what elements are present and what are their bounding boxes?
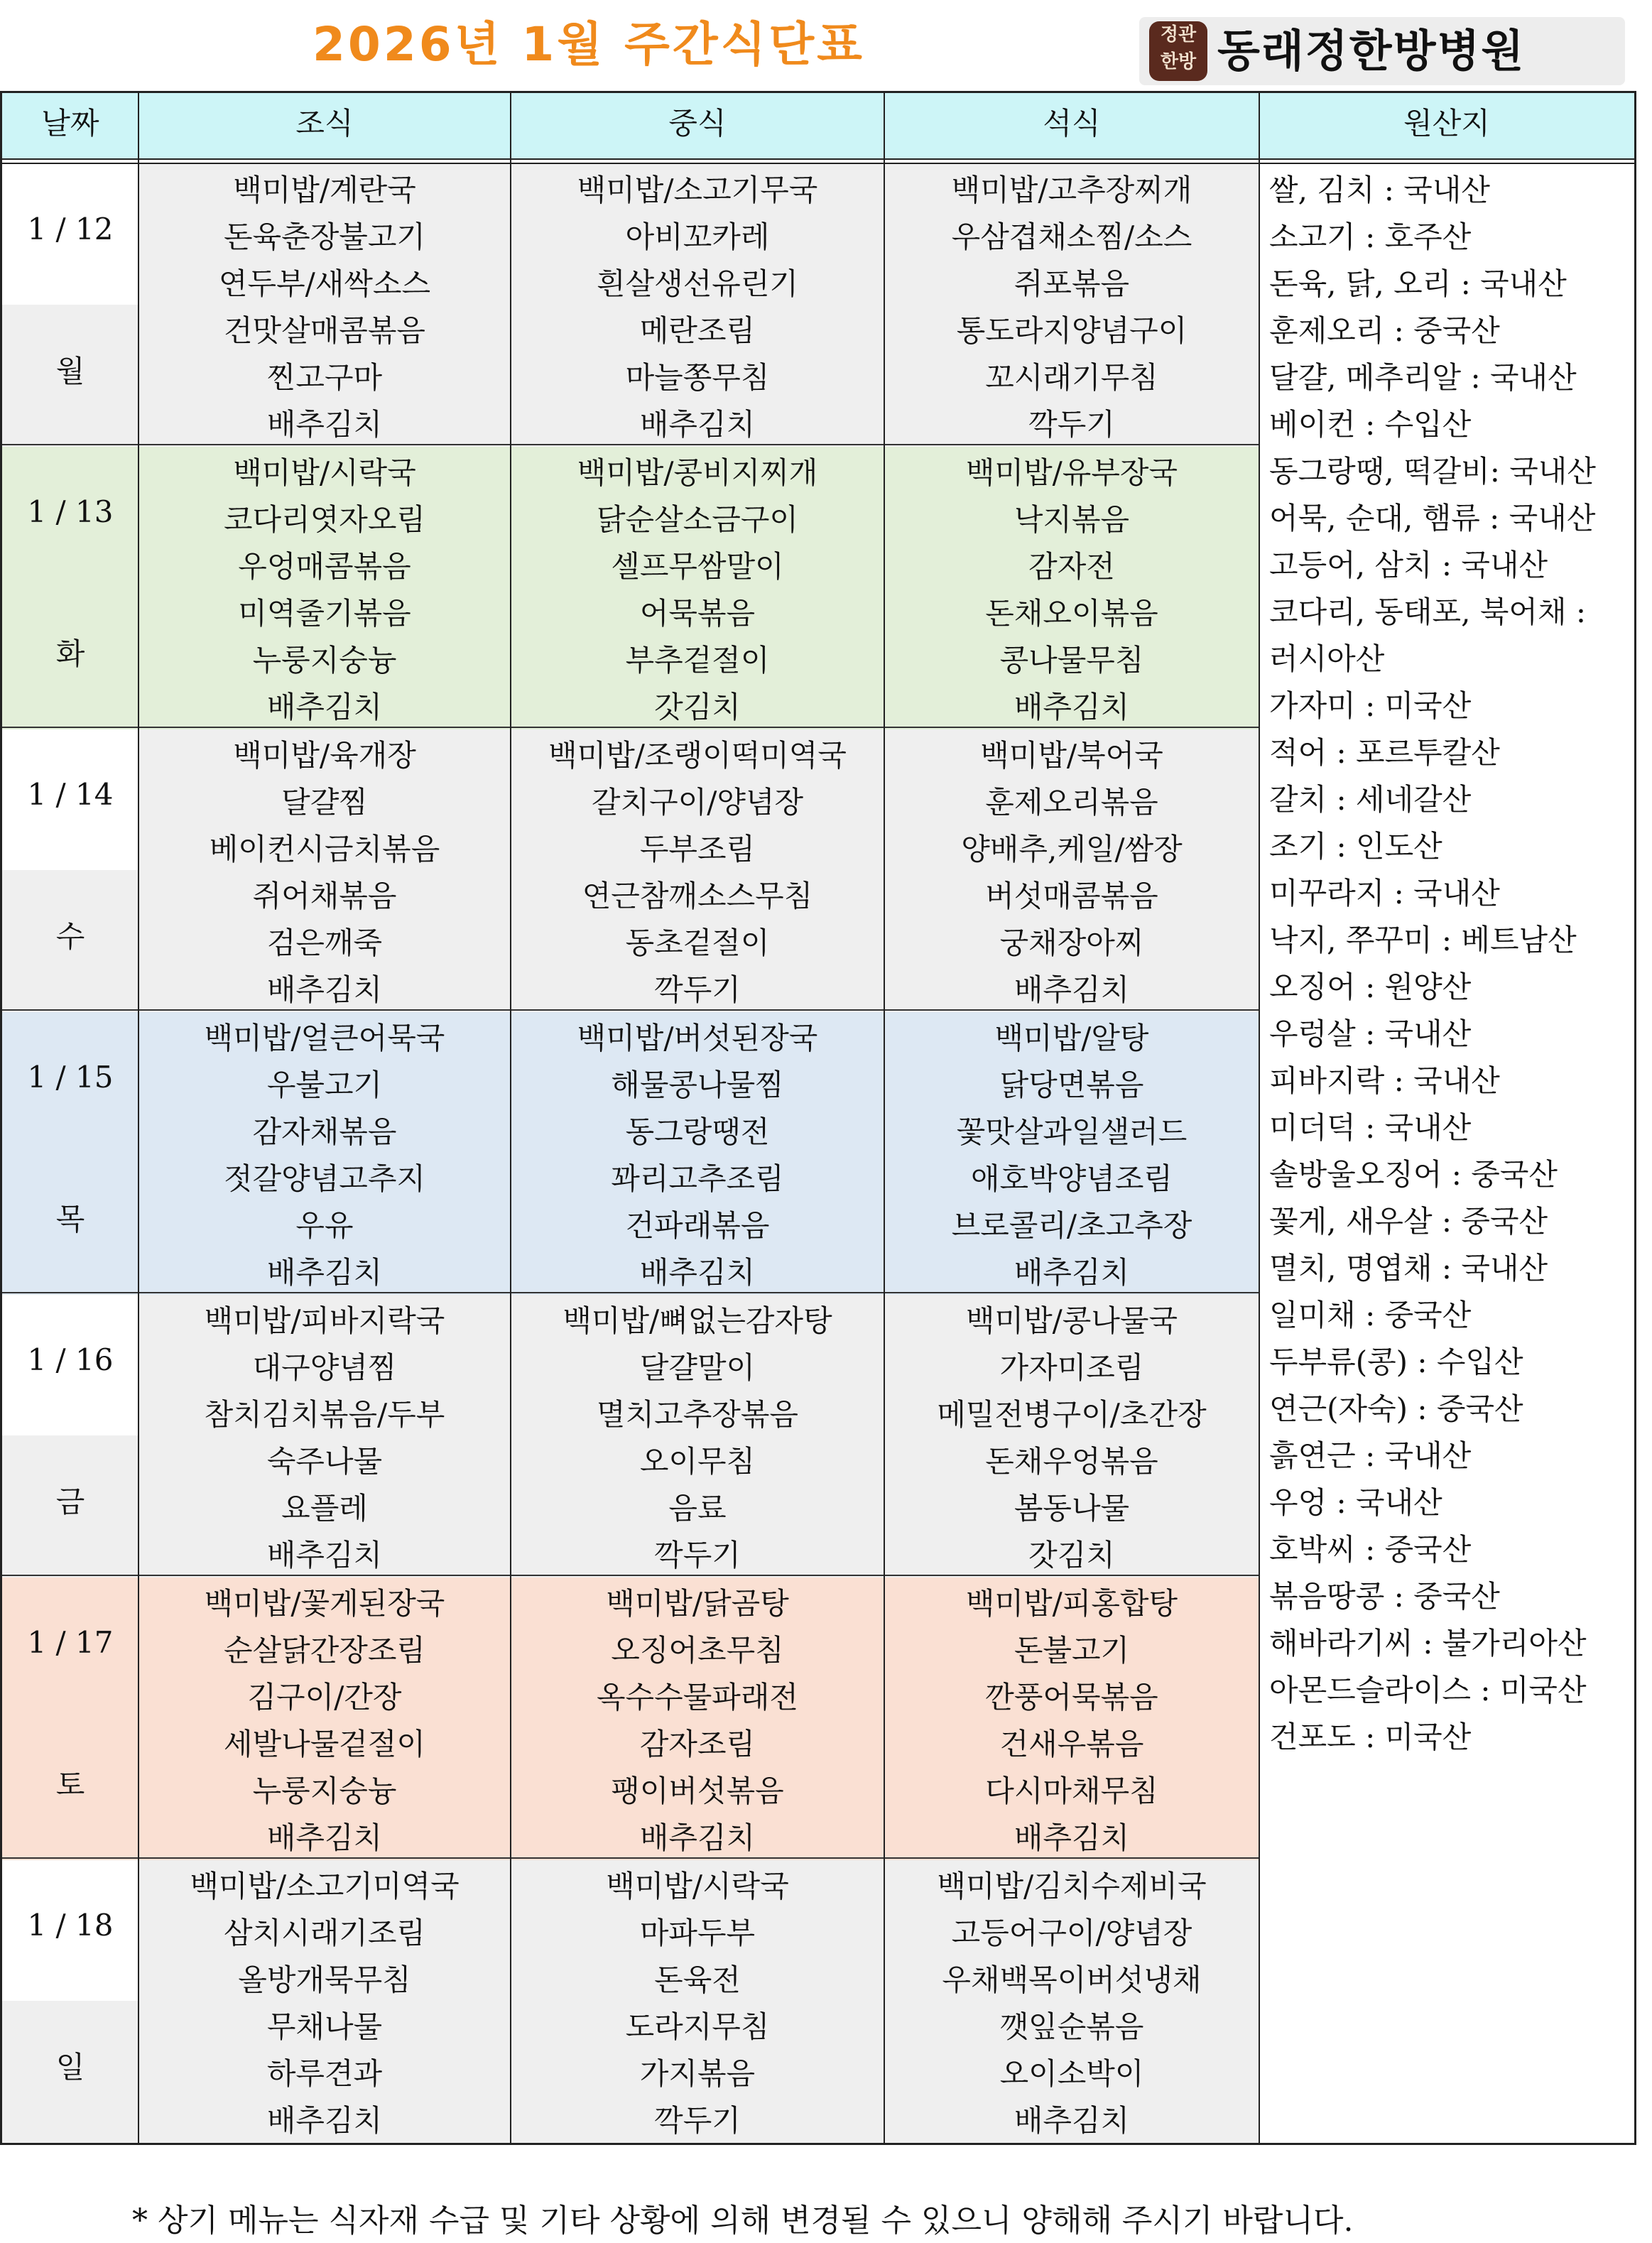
footer-note: * 상기 메뉴는 식자재 수급 및 기타 상황에 의해 변경될 수 있으니 양해해 주시기 바랍니다.: [132, 2203, 1354, 2239]
menu-item: 백미밥/콩나물국: [965, 1303, 1178, 1338]
menu-item: 깍두기: [654, 2103, 741, 2138]
menu-item: 고등어구이/양념장: [951, 1916, 1192, 1950]
menu-item: 백미밥/조랭이떡미역국: [548, 738, 847, 773]
menu-item: 마파두부: [639, 1916, 756, 1950]
menu-item: 꽈리고추조림: [611, 1161, 784, 1196]
origin-item: 호박씨 : 중국산: [1269, 1532, 1472, 1567]
date-cell-bg: [2, 1012, 138, 1295]
menu-item: 젓갈양념고추지: [223, 1161, 425, 1196]
menu-item: 감자채볶음: [252, 1114, 397, 1149]
menu-item: 돈육전: [654, 1962, 741, 1997]
menu-item: 백미밥/소고기미역국: [190, 1869, 460, 1903]
weekly-menu-table: [0, 91, 1636, 2145]
menu-item: 깍두기: [1028, 407, 1115, 442]
menu-item: 음료: [668, 1491, 727, 1526]
menu-item: 해물콩나물찜: [611, 1068, 784, 1102]
menu-item: 멸치고추장볶음: [596, 1397, 798, 1432]
menu-item: 백미밥/유부장국: [965, 455, 1178, 490]
menu-item: 찐고구마: [266, 360, 383, 395]
menu-item: 백미밥/북어국: [980, 738, 1163, 773]
menu-item: 동그랑땡전: [625, 1114, 770, 1149]
origin-item: 달걀, 메추리알 : 국내산: [1269, 360, 1577, 395]
origin-item: 두부류(콩) : 수입산: [1269, 1345, 1523, 1379]
origin-item: 훈제오리 : 중국산: [1269, 313, 1500, 348]
menu-item: 돈채우엉볶음: [985, 1444, 1158, 1479]
menu-item: 통도라지양념구이: [956, 313, 1188, 348]
menu-item: 요플레: [281, 1491, 368, 1526]
menu-item: 백미밥/꽃게된장국: [204, 1586, 445, 1621]
menu-item: 백미밥/피홍합탕: [965, 1586, 1178, 1621]
origin-item: 쌀, 김치 : 국내산: [1269, 173, 1490, 207]
menu-item: 갈치구이/양념장: [591, 785, 804, 820]
date-label: 1 / 13: [27, 494, 114, 529]
menu-item: 누룽지숭늉: [252, 1774, 397, 1808]
menu-item: 백미밥/알탕: [994, 1021, 1149, 1055]
menu-item: 배추김치: [1014, 972, 1130, 1007]
origin-item: 조기 : 인도산: [1269, 829, 1442, 864]
logo-seal-line-1: 정관: [1160, 24, 1197, 45]
origin-item: 솔방울오징어 : 중국산: [1269, 1157, 1558, 1192]
menu-item: 달걀말이: [639, 1350, 756, 1385]
menu-item: 갓김치: [654, 690, 741, 724]
menu-item: 무채나물: [266, 2009, 383, 2044]
date-label: 1 / 15: [27, 1060, 114, 1095]
menu-item: 배추김치: [1014, 2103, 1130, 2138]
menu-item: 배추김치: [639, 1820, 756, 1855]
menu-item: 부추겉절이: [625, 643, 770, 678]
origin-item: 동그랑땡, 떡갈비: 국내산: [1269, 454, 1596, 489]
menu-item: 흰살생선유린기: [596, 266, 798, 301]
menu-item: 양배추,케일/쌈장: [961, 832, 1183, 867]
date-label: 1 / 12: [27, 212, 114, 246]
menu-item: 백미밥/김치수제비국: [937, 1869, 1207, 1903]
menu-item: 오이소박이: [999, 2056, 1144, 2091]
menu-item: 두부조림: [639, 832, 756, 867]
menu-item: 깍두기: [654, 1538, 741, 1573]
menu-item: 우삼겹채소찜/소스: [951, 219, 1192, 254]
menu-item: 세발나물겉절이: [223, 1727, 425, 1761]
menu-item: 궁채장아찌: [999, 925, 1144, 960]
origin-item: 피바지락 : 국내산: [1269, 1063, 1500, 1098]
origin-item: 해바라기씨 : 불가리아산: [1269, 1626, 1587, 1661]
menu-item: 팽이버섯볶음: [611, 1774, 784, 1808]
menu-item: 올방개묵무침: [238, 1962, 411, 1997]
menu-item: 배추김치: [266, 690, 383, 724]
menu-item: 숙주나물: [266, 1444, 383, 1479]
weekday-label: 월: [55, 354, 85, 389]
menu-item: 배추김치: [266, 1255, 383, 1290]
menu-item: 메란조림: [639, 313, 756, 348]
menu-item: 백미밥/육개장: [233, 738, 416, 773]
menu-item: 백미밥/피바지락국: [204, 1303, 445, 1338]
menu-item: 코다리엿자오림: [223, 502, 425, 537]
column-header-1: 조식: [138, 93, 511, 158]
date-label: 1 / 17: [27, 1625, 114, 1660]
menu-item: 콩나물무침: [999, 643, 1144, 678]
weekday-label: 금: [55, 1484, 85, 1519]
hospital-logo: [1139, 17, 1625, 85]
menu-item: 건새우볶음: [999, 1727, 1144, 1761]
menu-item: 연두부/새싹소스: [218, 266, 431, 301]
menu-item: 백미밥/고추장찌개: [951, 173, 1192, 207]
date-label: 1 / 18: [27, 1908, 114, 1943]
menu-item: 닭당면볶음: [999, 1068, 1144, 1102]
menu-item: 셀프무쌈말이: [611, 549, 784, 584]
menu-item: 우불고기: [266, 1068, 383, 1102]
menu-item: 돈육춘장불고기: [223, 219, 425, 254]
origin-item: 연근(자숙) : 중국산: [1269, 1391, 1523, 1426]
origin-item: 건포도 : 미국산: [1269, 1720, 1472, 1754]
menu-item: 배추김치: [266, 972, 383, 1007]
menu-item: 백미밥/뼈없는감자탕: [563, 1303, 832, 1338]
menu-item: 감자전: [1028, 549, 1115, 584]
origin-item: 우렁살 : 국내산: [1269, 1016, 1472, 1051]
menu-item: 꼬시래기무침: [985, 360, 1158, 395]
menu-item: 백미밥/시락국: [606, 1869, 789, 1903]
column-separator: [138, 93, 139, 2143]
menu-item: 쥐어채볶음: [252, 879, 397, 913]
menu-item: 배추김치: [266, 2103, 383, 2138]
menu-item: 봄동나물: [1014, 1491, 1130, 1526]
menu-item: 배추김치: [639, 407, 756, 442]
menu-item: 배추김치: [639, 1255, 756, 1290]
origin-item: 어묵, 순대, 햄류 : 국내산: [1269, 501, 1596, 536]
menu-item: 다시마채무침: [985, 1774, 1158, 1808]
menu-item: 우채백목이버섯냉채: [942, 1962, 1202, 1997]
menu-item: 깍두기: [654, 972, 741, 1007]
menu-item: 메밀전병구이/초간장: [937, 1397, 1207, 1432]
menu-item: 배추김치: [266, 407, 383, 442]
origin-item: 일미채 : 중국산: [1269, 1298, 1472, 1332]
menu-item: 김구이/간장: [247, 1680, 402, 1715]
menu-item: 배추김치: [266, 1538, 383, 1573]
menu-item: 베이컨시금치볶음: [209, 832, 440, 867]
origin-item: 흙연근 : 국내산: [1269, 1438, 1472, 1473]
menu-item: 깐풍어묵볶음: [985, 1680, 1158, 1715]
menu-item: 깻잎순볶음: [999, 2009, 1144, 2044]
menu-item: 돈불고기: [1014, 1633, 1130, 1668]
hospital-name: 동래정한방병원: [1217, 25, 1526, 77]
column-header-3: 석식: [884, 93, 1259, 158]
column-header-4: 원산지: [1259, 93, 1634, 158]
origin-item: 낙지, 쭈꾸미 : 베트남산: [1269, 923, 1577, 957]
menu-item: 아비꼬카레: [625, 219, 770, 254]
column-header-0: 날짜: [2, 93, 138, 158]
menu-item: 배추김치: [1014, 690, 1130, 724]
day-separator: [2, 1857, 1259, 1859]
weekday-label: 일: [55, 2050, 85, 2085]
origin-item: 고등어, 삼치 : 국내산: [1269, 548, 1548, 582]
column-separator: [1259, 93, 1260, 2143]
menu-item: 연근참깨소스무침: [582, 879, 813, 913]
day-separator: [2, 1575, 1259, 1576]
origin-item: 가자미 : 미국산: [1269, 688, 1472, 723]
day-separator: [2, 444, 1259, 445]
menu-item: 버섯매콤볶음: [985, 879, 1158, 913]
menu-item: 애호박양념조림: [970, 1161, 1173, 1196]
date-cell-bg: [2, 447, 138, 729]
menu-item: 꽃맛살과일샐러드: [956, 1114, 1188, 1149]
day-separator: [2, 727, 1259, 728]
menu-item: 백미밥/계란국: [233, 173, 416, 207]
menu-item: 동초겉절이: [625, 925, 770, 960]
origin-item: 러시아산: [1269, 641, 1385, 676]
origin-item: 멸치, 명엽채 : 국내산: [1269, 1251, 1548, 1286]
menu-item: 백미밥/소고기무국: [577, 173, 818, 207]
menu-item: 가지볶음: [639, 2056, 756, 2091]
menu-item: 백미밥/버섯된장국: [577, 1021, 818, 1055]
menu-item: 삼치시래기조림: [223, 1916, 425, 1950]
weekday-label: 수: [55, 919, 85, 954]
menu-item: 어묵볶음: [639, 596, 756, 631]
header-separator: [2, 158, 1634, 160]
menu-item: 오이무침: [639, 1444, 756, 1479]
menu-item: 브로콜리/초고추장: [951, 1208, 1192, 1243]
menu-item: 우유: [295, 1208, 354, 1243]
menu-item: 쥐포볶음: [1014, 266, 1130, 301]
menu-item: 건맛살매콤볶음: [223, 313, 425, 348]
menu-item: 누룽지숭늉: [252, 643, 397, 678]
column-header-2: 중식: [511, 93, 884, 158]
menu-item: 백미밥/콩비지찌개: [577, 455, 818, 490]
menu-item: 도라지무침: [625, 2009, 770, 2044]
column-separator: [510, 93, 511, 2143]
date-label: 1 / 16: [27, 1342, 114, 1377]
menu-item: 달걀찜: [281, 785, 368, 820]
origin-item: 꽃게, 새우살 : 중국산: [1269, 1204, 1548, 1239]
menu-item: 감자조림: [639, 1727, 756, 1761]
menu-item: 훈제오리볶음: [985, 785, 1158, 820]
day-separator: [2, 1009, 1259, 1011]
menu-item: 대구양념찜: [252, 1350, 397, 1385]
weekday-label: 화: [55, 636, 85, 671]
menu-item: 돈채오이볶음: [985, 596, 1158, 631]
menu-item: 옥수수물파래전: [596, 1680, 798, 1715]
menu-item: 하루견과: [266, 2056, 383, 2091]
origin-item: 돈육, 닭, 오리 : 국내산: [1269, 266, 1567, 301]
menu-item: 검은깨죽: [266, 925, 383, 960]
menu-item: 순살닭간장조림: [223, 1633, 425, 1668]
menu-item: 백미밥/얼큰어묵국: [204, 1021, 445, 1055]
origin-item: 미더덕 : 국내산: [1269, 1110, 1472, 1145]
origin-item: 미꾸라지 : 국내산: [1269, 876, 1500, 911]
menu-item: 미역줄기볶음: [238, 596, 411, 631]
header-separator: [2, 163, 1634, 164]
menu-item: 마늘쫑무침: [625, 360, 770, 395]
weekday-label: 목: [55, 1202, 85, 1237]
origin-item: 소고기 : 호주산: [1269, 219, 1472, 254]
menu-item: 참치김치볶음/두부: [204, 1397, 445, 1432]
menu-item: 배추김치: [266, 1820, 383, 1855]
weekday-label: 토: [55, 1767, 85, 1802]
menu-item: 배추김치: [1014, 1820, 1130, 1855]
origin-item: 아몬드슬라이스 : 미국산: [1269, 1673, 1587, 1707]
date-label: 1 / 14: [27, 777, 114, 812]
logo-seal-icon: [1149, 21, 1207, 81]
menu-item: 오징어초무침: [611, 1633, 784, 1668]
menu-item: 건파래볶음: [625, 1208, 770, 1243]
origin-item: 베이컨 : 수입산: [1269, 407, 1472, 442]
menu-item: 낙지볶음: [1014, 502, 1130, 537]
menu-item: 백미밥/시락국: [233, 455, 416, 490]
menu-item: 배추김치: [1014, 1255, 1130, 1290]
origin-item: 우엉 : 국내산: [1269, 1485, 1442, 1520]
origin-item: 갈치 : 세네갈산: [1269, 782, 1472, 817]
menu-item: 우엉매콤볶음: [238, 549, 411, 584]
menu-item: 백미밥/닭곰탕: [606, 1586, 789, 1621]
origin-item: 코다리, 동태포, 북어채 :: [1269, 594, 1587, 629]
logo-seal-line-2: 한방: [1160, 51, 1197, 72]
menu-item: 가자미조림: [999, 1350, 1144, 1385]
menu-item: 닭순살소금구이: [596, 502, 798, 537]
page-title: 2026년 1월 주간식단표: [313, 17, 865, 72]
origin-item: 볶음땅콩 : 중국산: [1269, 1579, 1500, 1614]
date-cell-bg: [2, 1577, 138, 1860]
origin-item: 오징어 : 원양산: [1269, 970, 1472, 1004]
origin-item: 적어 : 포르투칼산: [1269, 735, 1500, 770]
menu-item: 갓김치: [1028, 1538, 1115, 1573]
column-separator: [884, 93, 885, 2143]
day-separator: [2, 1292, 1259, 1293]
